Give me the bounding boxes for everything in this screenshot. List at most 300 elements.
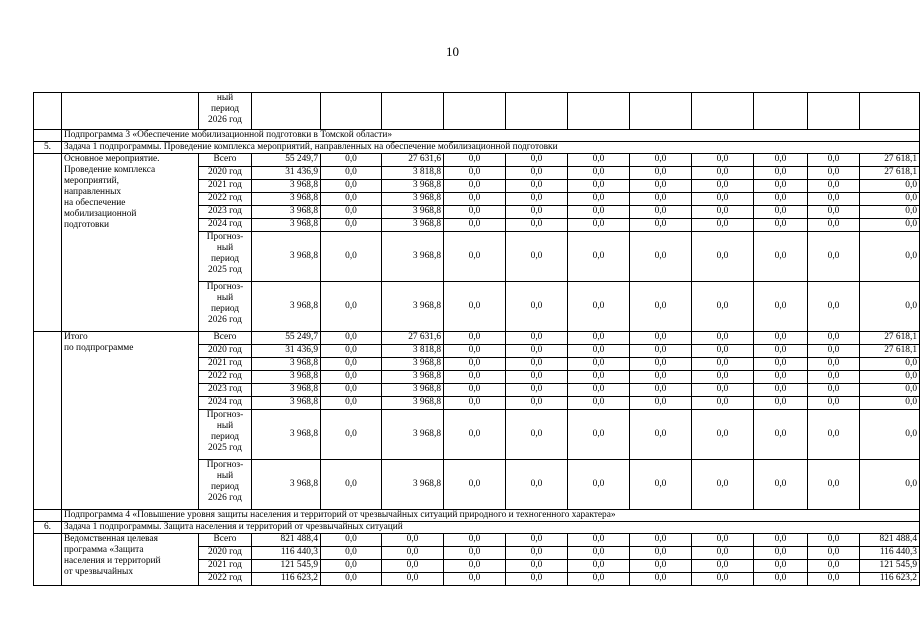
- value-cell: 0,0: [444, 358, 506, 371]
- value-cell: 0,0: [808, 410, 860, 460]
- value-cell: 0,0: [568, 282, 630, 332]
- value-cell: 0,0: [630, 534, 692, 547]
- value-cell: 0,0: [808, 573, 860, 586]
- value-cell: 0,0: [568, 180, 630, 193]
- text-line: 2025 год: [208, 265, 242, 275]
- value-cell: 31 436,9: [252, 167, 321, 180]
- value-cell: 3 968,8: [382, 410, 444, 460]
- value-cell: 27 618,1: [860, 167, 920, 180]
- value-cell: 0,0: [321, 154, 382, 167]
- year-cell: 2022 год: [199, 371, 252, 384]
- value-cell: 121 545,9: [860, 560, 920, 573]
- value-cell: 0,0: [506, 573, 568, 586]
- value-cell: 0,0: [506, 167, 568, 180]
- empty-cell: [252, 93, 321, 130]
- page-number: 10: [446, 44, 459, 59]
- value-cell: 31 436,9: [252, 345, 321, 358]
- value-cell: 0,0: [444, 282, 506, 332]
- value-cell: 0,0: [321, 167, 382, 180]
- subprogram-title: Подпрограмма 4 «Повышение уровня защиты населения и территорий от чрезвычайных ситуаций природного и техногенного характера»: [62, 510, 920, 522]
- value-cell: 0,0: [506, 560, 568, 573]
- empty-cell: [568, 93, 630, 130]
- activity-name: [62, 534, 199, 586]
- text-line: ный: [216, 243, 234, 253]
- value-cell: 0,0: [808, 193, 860, 206]
- value-cell: 0,0: [630, 384, 692, 397]
- value-cell: 0,0: [692, 167, 754, 180]
- value-cell: 0,0: [860, 384, 920, 397]
- text-line: период: [210, 432, 240, 442]
- value-cell: 0,0: [444, 232, 506, 282]
- value-cell: 0,0: [506, 534, 568, 547]
- value-cell: 0,0: [321, 410, 382, 460]
- value-cell: 0,0: [506, 219, 568, 232]
- year-cell: 2022 год: [199, 573, 252, 586]
- value-cell: 0,0: [860, 193, 920, 206]
- value-cell: 3 968,8: [382, 282, 444, 332]
- value-cell: 0,0: [692, 180, 754, 193]
- value-cell: 0,0: [506, 384, 568, 397]
- value-cell: 3 968,8: [382, 193, 444, 206]
- value-cell: 3 968,8: [382, 460, 444, 510]
- value-cell: 0,0: [808, 219, 860, 232]
- value-cell: 0,0: [754, 345, 808, 358]
- text-line: ный: [216, 471, 234, 481]
- value-cell: 0,0: [692, 384, 754, 397]
- value-cell: 0,0: [860, 397, 920, 410]
- task-title: Задача 1 подпрограммы. Защита населения и территорий от чрезвычайных ситуаций: [62, 522, 920, 534]
- value-cell: 0,0: [808, 460, 860, 510]
- num-cell: [34, 510, 62, 522]
- value-cell: 27 631,6: [382, 332, 444, 345]
- value-cell: 0,0: [754, 154, 808, 167]
- value-cell: 0,0: [506, 332, 568, 345]
- text-line: Итого: [64, 332, 88, 342]
- value-cell: 0,0: [506, 206, 568, 219]
- activity-name-text: [64, 534, 196, 578]
- year-cell: 2021 год: [199, 358, 252, 371]
- value-cell: 0,0: [754, 410, 808, 460]
- value-cell: 3 968,8: [252, 206, 321, 219]
- value-cell: 0,0: [692, 547, 754, 560]
- value-cell: 0,0: [754, 371, 808, 384]
- value-cell: 0,0: [321, 180, 382, 193]
- value-cell: 0,0: [444, 167, 506, 180]
- value-cell: 0,0: [754, 358, 808, 371]
- value-cell: 3 968,8: [382, 397, 444, 410]
- value-cell: 0,0: [754, 384, 808, 397]
- value-cell: 0,0: [630, 573, 692, 586]
- text-line: 2026 год: [208, 315, 242, 325]
- value-cell: 0,0: [321, 560, 382, 573]
- value-cell: 0,0: [630, 180, 692, 193]
- value-cell: 0,0: [321, 332, 382, 345]
- value-cell: 116 440,3: [860, 547, 920, 560]
- text-line: населения и территорий: [64, 556, 161, 566]
- value-cell: 0,0: [382, 560, 444, 573]
- value-cell: 0,0: [808, 345, 860, 358]
- value-cell: 3 968,8: [382, 384, 444, 397]
- text-line: подготовки: [64, 220, 110, 230]
- value-cell: 0,0: [808, 154, 860, 167]
- year-cell: [199, 282, 252, 332]
- value-cell: 0,0: [506, 371, 568, 384]
- num-cell: [34, 332, 62, 510]
- task-row: [34, 522, 920, 534]
- value-cell: 3 968,8: [382, 371, 444, 384]
- empty-cell: [506, 93, 568, 130]
- value-cell: 0,0: [754, 219, 808, 232]
- value-cell: 0,0: [568, 358, 630, 371]
- table-row: [34, 154, 920, 167]
- value-cell: 27 618,1: [860, 345, 920, 358]
- name-cell: [62, 93, 199, 130]
- value-cell: 0,0: [506, 193, 568, 206]
- value-cell: 0,0: [808, 358, 860, 371]
- value-cell: 0,0: [630, 154, 692, 167]
- value-cell: 0,0: [321, 206, 382, 219]
- text-line: направленных: [64, 187, 122, 197]
- value-cell: 0,0: [444, 154, 506, 167]
- text-line: ный: [216, 293, 234, 303]
- value-cell: 3 818,8: [382, 345, 444, 358]
- value-cell: 0,0: [860, 219, 920, 232]
- value-cell: 3 968,8: [252, 397, 321, 410]
- task-number: 5.: [34, 142, 62, 154]
- value-cell: 0,0: [321, 232, 382, 282]
- empty-cell: [808, 93, 860, 130]
- value-cell: 0,0: [630, 460, 692, 510]
- value-cell: 0,0: [630, 547, 692, 560]
- value-cell: 0,0: [630, 410, 692, 460]
- value-cell: 3 968,8: [382, 232, 444, 282]
- text-line: Основное мероприятие.: [64, 154, 160, 164]
- value-cell: 27 618,1: [860, 154, 920, 167]
- value-cell: 0,0: [506, 397, 568, 410]
- value-cell: 0,0: [808, 232, 860, 282]
- value-cell: 0,0: [860, 180, 920, 193]
- value-cell: 116 623,2: [860, 573, 920, 586]
- value-cell: 0,0: [444, 547, 506, 560]
- text-line: Прогноз-: [206, 232, 244, 242]
- value-cell: 0,0: [506, 358, 568, 371]
- year-cell: 2023 год: [199, 384, 252, 397]
- value-cell: 27 631,6: [382, 154, 444, 167]
- value-cell: 0,0: [568, 193, 630, 206]
- value-cell: 0,0: [808, 371, 860, 384]
- year-cell: 2024 год: [199, 397, 252, 410]
- empty-cell: [382, 93, 444, 130]
- value-cell: 0,0: [444, 193, 506, 206]
- value-cell: 0,0: [692, 560, 754, 573]
- value-cell: 0,0: [568, 219, 630, 232]
- value-cell: 0,0: [808, 560, 860, 573]
- year-cell: 2021 год: [199, 180, 252, 193]
- value-cell: 0,0: [692, 397, 754, 410]
- value-cell: 0,0: [506, 180, 568, 193]
- budget-table: [33, 92, 920, 586]
- table-row: [34, 534, 920, 547]
- value-cell: 0,0: [860, 206, 920, 219]
- value-cell: 0,0: [692, 232, 754, 282]
- year-label: [201, 93, 249, 126]
- value-cell: 0,0: [568, 460, 630, 510]
- year-cell: 2022 год: [199, 193, 252, 206]
- empty-cell: [321, 93, 382, 130]
- value-cell: 0,0: [754, 332, 808, 345]
- value-cell: 0,0: [754, 547, 808, 560]
- table-row: [34, 93, 920, 130]
- text-line: ный: [216, 93, 234, 103]
- empty-cell: [630, 93, 692, 130]
- value-cell: 0,0: [568, 560, 630, 573]
- task-row: [34, 142, 920, 154]
- value-cell: 0,0: [568, 154, 630, 167]
- value-cell: 0,0: [568, 167, 630, 180]
- value-cell: 3 968,8: [252, 219, 321, 232]
- value-cell: 0,0: [568, 345, 630, 358]
- value-cell: 0,0: [754, 180, 808, 193]
- value-cell: 0,0: [630, 371, 692, 384]
- year-label: [201, 410, 249, 454]
- value-cell: 0,0: [444, 397, 506, 410]
- year-cell: 2021 год: [199, 560, 252, 573]
- value-cell: 0,0: [808, 332, 860, 345]
- text-line: период: [210, 304, 240, 314]
- value-cell: 0,0: [630, 332, 692, 345]
- value-cell: 0,0: [568, 573, 630, 586]
- value-cell: 0,0: [808, 547, 860, 560]
- value-cell: 0,0: [692, 332, 754, 345]
- year-cell: [199, 93, 252, 130]
- value-cell: 0,0: [506, 154, 568, 167]
- value-cell: 0,0: [754, 193, 808, 206]
- value-cell: 0,0: [444, 384, 506, 397]
- text-line: Прогноз-: [206, 282, 244, 292]
- value-cell: 0,0: [860, 232, 920, 282]
- value-cell: 0,0: [321, 219, 382, 232]
- text-line: период: [210, 254, 240, 264]
- value-cell: 116 623,2: [252, 573, 321, 586]
- value-cell: 0,0: [860, 410, 920, 460]
- value-cell: 0,0: [568, 534, 630, 547]
- activity-name: [62, 332, 199, 510]
- year-cell: Всего: [199, 154, 252, 167]
- value-cell: 0,0: [444, 410, 506, 460]
- year-cell: 2020 год: [199, 345, 252, 358]
- value-cell: 0,0: [692, 534, 754, 547]
- value-cell: 0,0: [808, 180, 860, 193]
- value-cell: 821 488,4: [252, 534, 321, 547]
- value-cell: 0,0: [321, 547, 382, 560]
- value-cell: 0,0: [860, 358, 920, 371]
- text-line: период: [210, 104, 240, 114]
- activity-name-text: [64, 332, 196, 354]
- empty-cell: [692, 93, 754, 130]
- value-cell: 0,0: [692, 573, 754, 586]
- text-line: от чрезвычайных: [64, 567, 134, 577]
- year-cell: 2024 год: [199, 219, 252, 232]
- value-cell: 0,0: [444, 332, 506, 345]
- num-cell: [34, 130, 62, 142]
- value-cell: 3 968,8: [252, 460, 321, 510]
- value-cell: 0,0: [444, 345, 506, 358]
- value-cell: 0,0: [568, 206, 630, 219]
- text-line: Ведомственная целевая: [64, 534, 158, 544]
- text-line: программа «Защита: [64, 545, 144, 555]
- value-cell: 0,0: [754, 534, 808, 547]
- value-cell: 0,0: [321, 534, 382, 547]
- year-cell: Всего: [199, 534, 252, 547]
- value-cell: 0,0: [506, 345, 568, 358]
- value-cell: 0,0: [321, 384, 382, 397]
- empty-cell: [444, 93, 506, 130]
- value-cell: 0,0: [568, 410, 630, 460]
- value-cell: 0,0: [860, 460, 920, 510]
- value-cell: 0,0: [630, 560, 692, 573]
- value-cell: 0,0: [382, 534, 444, 547]
- value-cell: 116 440,3: [252, 547, 321, 560]
- value-cell: 3 968,8: [382, 358, 444, 371]
- year-cell: 2020 год: [199, 547, 252, 560]
- value-cell: 0,0: [444, 219, 506, 232]
- value-cell: 0,0: [568, 384, 630, 397]
- value-cell: 3 968,8: [382, 206, 444, 219]
- value-cell: 55 249,7: [252, 154, 321, 167]
- value-cell: 0,0: [754, 232, 808, 282]
- value-cell: 0,0: [754, 167, 808, 180]
- text-line: Прогноз-: [206, 460, 244, 470]
- value-cell: 0,0: [692, 410, 754, 460]
- value-cell: 0,0: [382, 547, 444, 560]
- num-cell: [34, 154, 62, 332]
- value-cell: 0,0: [630, 282, 692, 332]
- activity-name: [62, 154, 199, 332]
- value-cell: 0,0: [692, 193, 754, 206]
- text-line: ный: [216, 421, 234, 431]
- value-cell: 0,0: [321, 358, 382, 371]
- value-cell: 0,0: [692, 219, 754, 232]
- value-cell: 0,0: [444, 371, 506, 384]
- subprogram-row: [34, 130, 920, 142]
- year-cell: [199, 232, 252, 282]
- value-cell: 0,0: [630, 167, 692, 180]
- table-row: [34, 332, 920, 345]
- value-cell: 0,0: [568, 547, 630, 560]
- text-line: Проведение комплекса: [64, 165, 156, 175]
- value-cell: 0,0: [630, 193, 692, 206]
- year-cell: 2020 год: [199, 167, 252, 180]
- value-cell: 0,0: [444, 460, 506, 510]
- value-cell: 0,0: [692, 460, 754, 510]
- value-cell: 0,0: [754, 206, 808, 219]
- value-cell: 821 488,4: [860, 534, 920, 547]
- value-cell: 0,0: [568, 232, 630, 282]
- value-cell: 0,0: [692, 282, 754, 332]
- value-cell: 3 818,8: [382, 167, 444, 180]
- value-cell: 0,0: [444, 573, 506, 586]
- value-cell: 0,0: [444, 534, 506, 547]
- text-line: по подпрограмме: [64, 343, 134, 353]
- value-cell: 0,0: [692, 345, 754, 358]
- value-cell: 0,0: [506, 547, 568, 560]
- value-cell: 3 968,8: [252, 232, 321, 282]
- value-cell: 0,0: [321, 282, 382, 332]
- value-cell: 0,0: [754, 282, 808, 332]
- value-cell: 0,0: [568, 397, 630, 410]
- value-cell: 0,0: [630, 219, 692, 232]
- value-cell: 0,0: [630, 358, 692, 371]
- value-cell: 0,0: [808, 534, 860, 547]
- value-cell: 55 249,7: [252, 332, 321, 345]
- value-cell: 0,0: [692, 154, 754, 167]
- year-cell: Всего: [199, 332, 252, 345]
- text-line: на обеспечение: [64, 198, 126, 208]
- value-cell: 0,0: [568, 332, 630, 345]
- value-cell: 0,0: [754, 397, 808, 410]
- value-cell: 0,0: [808, 384, 860, 397]
- subprogram-title: Подпрограмма 3 «Обеспечение мобилизационной подготовки в Томской области»: [62, 130, 920, 142]
- year-label: [201, 460, 249, 504]
- value-cell: 0,0: [568, 371, 630, 384]
- year-cell: [199, 410, 252, 460]
- value-cell: 0,0: [754, 460, 808, 510]
- task-title: Задача 1 подпрограммы. Проведение комплекса мероприятий, направленных на обеспечение мобилизационной подготовки: [62, 142, 920, 154]
- text-line: мобилизационной: [64, 209, 137, 219]
- value-cell: 0,0: [321, 397, 382, 410]
- empty-cell: [860, 93, 920, 130]
- year-label: [201, 232, 249, 276]
- value-cell: 0,0: [506, 410, 568, 460]
- value-cell: 0,0: [808, 206, 860, 219]
- value-cell: 0,0: [692, 371, 754, 384]
- text-line: мероприятий,: [64, 176, 119, 186]
- value-cell: 3 968,8: [252, 410, 321, 460]
- value-cell: 3 968,8: [252, 371, 321, 384]
- value-cell: 0,0: [692, 358, 754, 371]
- text-line: 2025 год: [208, 443, 242, 453]
- value-cell: 3 968,8: [252, 358, 321, 371]
- value-cell: 3 968,8: [382, 219, 444, 232]
- value-cell: 0,0: [382, 573, 444, 586]
- value-cell: 3 968,8: [252, 282, 321, 332]
- value-cell: 0,0: [321, 460, 382, 510]
- value-cell: 0,0: [754, 573, 808, 586]
- value-cell: 0,0: [860, 371, 920, 384]
- value-cell: 0,0: [444, 180, 506, 193]
- year-cell: [199, 460, 252, 510]
- text-line: 2026 год: [208, 115, 242, 125]
- value-cell: 0,0: [808, 397, 860, 410]
- value-cell: 0,0: [692, 206, 754, 219]
- value-cell: 3 968,8: [382, 180, 444, 193]
- value-cell: 0,0: [444, 560, 506, 573]
- value-cell: 0,0: [321, 371, 382, 384]
- year-cell: 2023 год: [199, 206, 252, 219]
- value-cell: 3 968,8: [252, 180, 321, 193]
- text-line: 2026 год: [208, 493, 242, 503]
- activity-name-text: [64, 154, 196, 231]
- value-cell: 0,0: [444, 206, 506, 219]
- value-cell: 0,0: [808, 167, 860, 180]
- value-cell: 0,0: [630, 345, 692, 358]
- value-cell: 0,0: [630, 397, 692, 410]
- text-line: Прогноз-: [206, 410, 244, 420]
- num-cell: [34, 93, 62, 130]
- value-cell: 0,0: [321, 193, 382, 206]
- text-line: период: [210, 482, 240, 492]
- empty-cell: [754, 93, 808, 130]
